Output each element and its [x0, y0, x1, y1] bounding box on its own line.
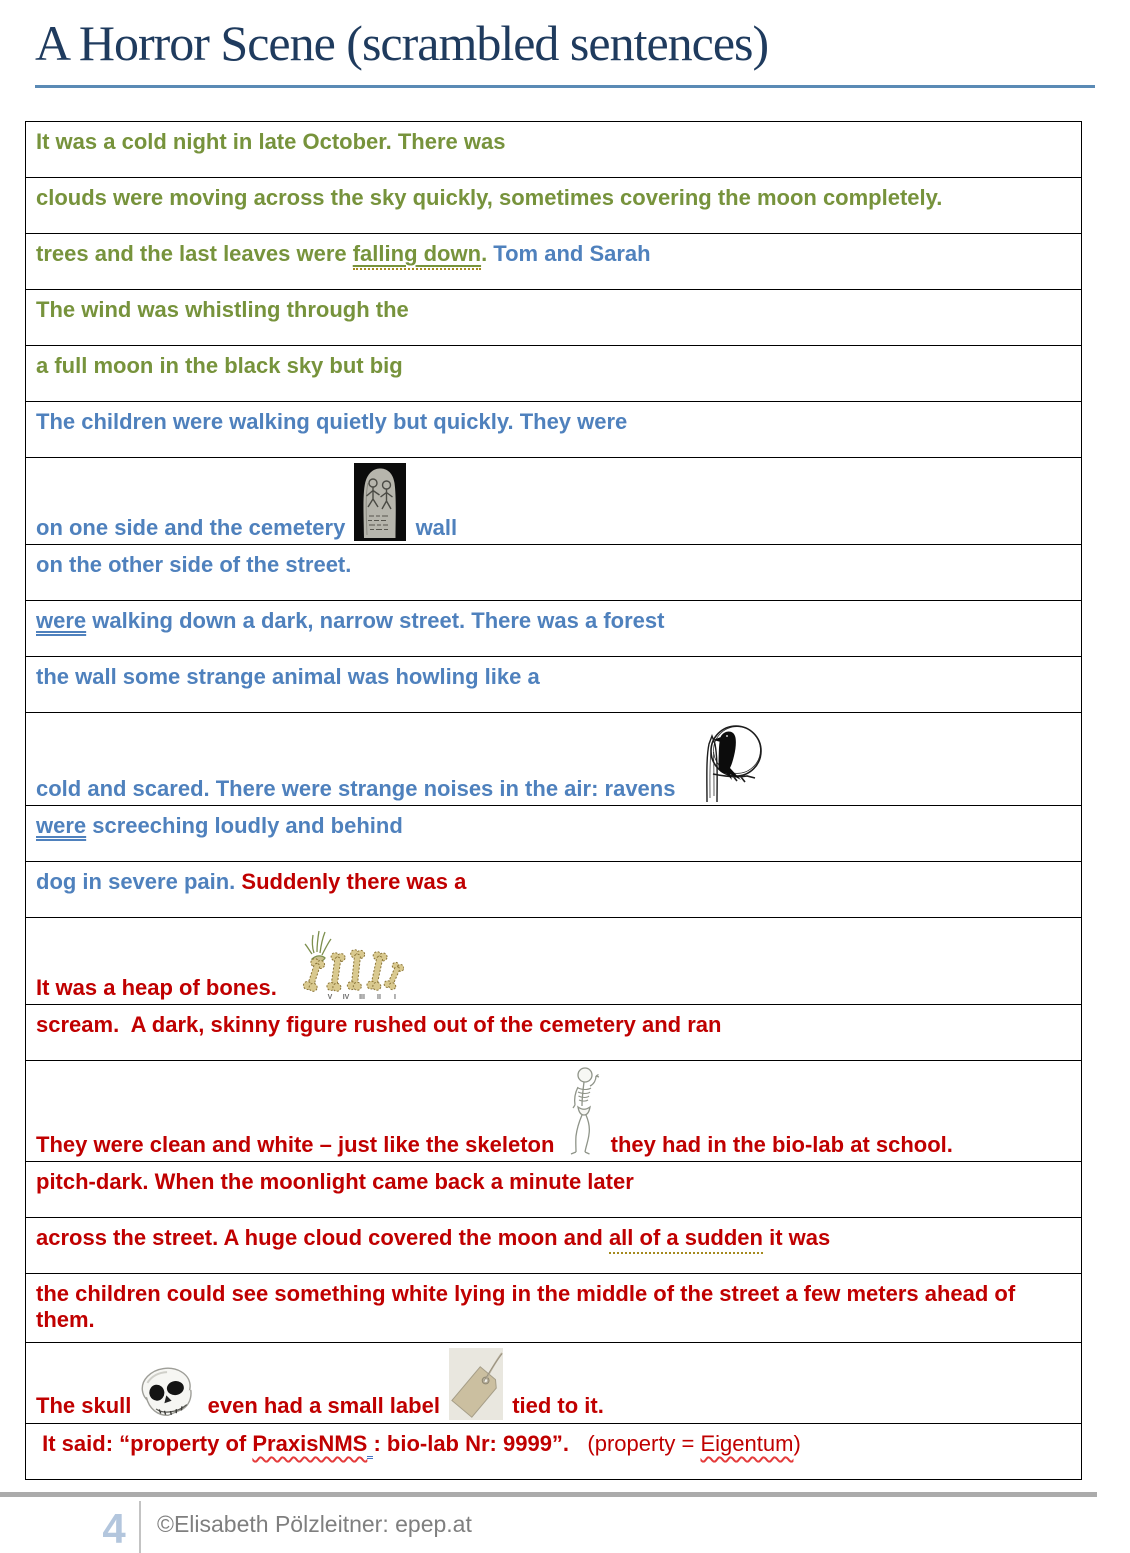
table-row: [26, 122, 1081, 178]
sentence-fragment: it was: [762, 1225, 831, 1250]
sentence-fragment: cold and scared. There were strange noises in the air: ravens: [36, 775, 682, 801]
sentence-fragment: walking down a dark, narrow street. There was a forest: [86, 608, 665, 633]
sentence-fragment: wall: [409, 514, 458, 540]
sentence-fragment: clouds were moving across the sky quickly, sometimes covering the moon completely.: [36, 185, 943, 210]
table-row: [26, 918, 1081, 1005]
sentence-fragment: : bio-lab Nr: 9999”.: [373, 1430, 582, 1456]
sentence-fragment: trees and the last leaves were: [36, 241, 353, 266]
sentence-fragment: tied to it.: [506, 1393, 604, 1419]
table-row: [26, 862, 1081, 918]
tag-icon: [449, 1348, 503, 1420]
sentence-fragment: on the other side of the street.: [36, 552, 352, 577]
table-row: [26, 601, 1081, 657]
sentence-fragment: the wall some strange animal was howling like a: [36, 664, 540, 689]
sentence-fragment: Suddenly there was a: [241, 869, 467, 894]
table-row: [26, 178, 1081, 234]
sentence-fragment: scream. A dark, skinny figure rushed out of the cemetery and ran: [36, 1012, 722, 1037]
sentence-fragment: .: [481, 241, 494, 266]
table-row: [26, 290, 1081, 346]
sentence-fragment: pitch-dark. When the moonlight came back a minute later: [36, 1169, 634, 1194]
table-row: [26, 458, 1081, 545]
skull-icon: [140, 1366, 198, 1420]
table-row: [26, 657, 1081, 713]
table-row: [26, 1005, 1081, 1061]
table-row: [26, 1274, 1081, 1343]
title-underline-rule: [35, 85, 1095, 88]
sentence-fragment: even had a small label: [201, 1393, 447, 1419]
table-row: [26, 1218, 1081, 1274]
table-row: [26, 806, 1081, 862]
table-row: [26, 1343, 1081, 1424]
sentence-fragment: they had in the bio-lab at school.: [604, 1131, 953, 1157]
table-row: [26, 402, 1081, 458]
page-number: 4: [102, 1504, 126, 1552]
sentence-fragment: ): [793, 1430, 801, 1456]
skeleton-icon: [564, 1066, 602, 1158]
sentence-fragment: were: [36, 813, 87, 838]
page-footer: [97, 1501, 1130, 1553]
footer-separator-bar: [0, 1492, 1097, 1497]
sentence-fragment: Tom and Sarah: [493, 241, 651, 266]
sentence-fragment: It was a cold night in late October. There was: [36, 129, 506, 154]
sentence-table: [25, 121, 1082, 1480]
footer-copyright: ©Elisabeth Pölzleitner: epep.at: [157, 1510, 472, 1537]
sentence-fragment: on one side and the cemetery: [36, 514, 352, 540]
table-row: [26, 1061, 1081, 1162]
sentence-fragment: a full moon in the black sky but big: [36, 353, 403, 378]
raven-icon: [685, 718, 765, 802]
table-row: [26, 545, 1081, 601]
page-title: A Horror Scene (scrambled sentences): [35, 15, 769, 71]
sentence-fragment: The children were walking quietly but quickly. They were: [36, 409, 628, 434]
sentence-fragment: were: [36, 608, 87, 633]
sentence-fragment: falling down: [353, 241, 481, 270]
sentence-fragment: It was a heap of bones.: [36, 974, 290, 1000]
sentence-fragment: screeching loudly and behind: [86, 813, 403, 838]
sentence-fragment: It said: “property of: [36, 1430, 253, 1456]
svg-text:IV: IV: [342, 994, 350, 1001]
sentence-fragment: (property =: [581, 1430, 701, 1456]
sentence-fragment: PraxisNMS: [252, 1430, 368, 1456]
bones-icon: [292, 923, 404, 1001]
sentence-fragment: dog in severe pain.: [36, 869, 242, 894]
title-block: [0, 0, 1130, 88]
sentence-fragment: The skull: [36, 1393, 138, 1419]
sentence-fragment: The wind was whistling through the: [36, 297, 409, 322]
tombstone-icon: [354, 463, 406, 541]
sentence-fragment: the children could see something white lying in the middle of the street a few meters ahead of them.: [36, 1281, 1022, 1333]
table-row: [26, 234, 1081, 290]
sentence-fragment: Eigentum: [700, 1430, 794, 1456]
sentence-fragment: all of a sudden: [609, 1225, 763, 1254]
table-row: [26, 1424, 1081, 1480]
svg-text:I: I: [394, 994, 397, 1001]
table-row: [26, 1162, 1081, 1218]
table-row: [26, 346, 1081, 402]
svg-text:II: II: [377, 994, 382, 1001]
svg-text:III: III: [359, 994, 365, 1001]
table-row: [26, 713, 1081, 806]
sentence-fragment: across the street. A huge cloud covered the moon and: [36, 1225, 609, 1250]
sentence-fragment: They were clean and white – just like the skeleton: [36, 1131, 561, 1157]
svg-text:V: V: [327, 994, 333, 1001]
